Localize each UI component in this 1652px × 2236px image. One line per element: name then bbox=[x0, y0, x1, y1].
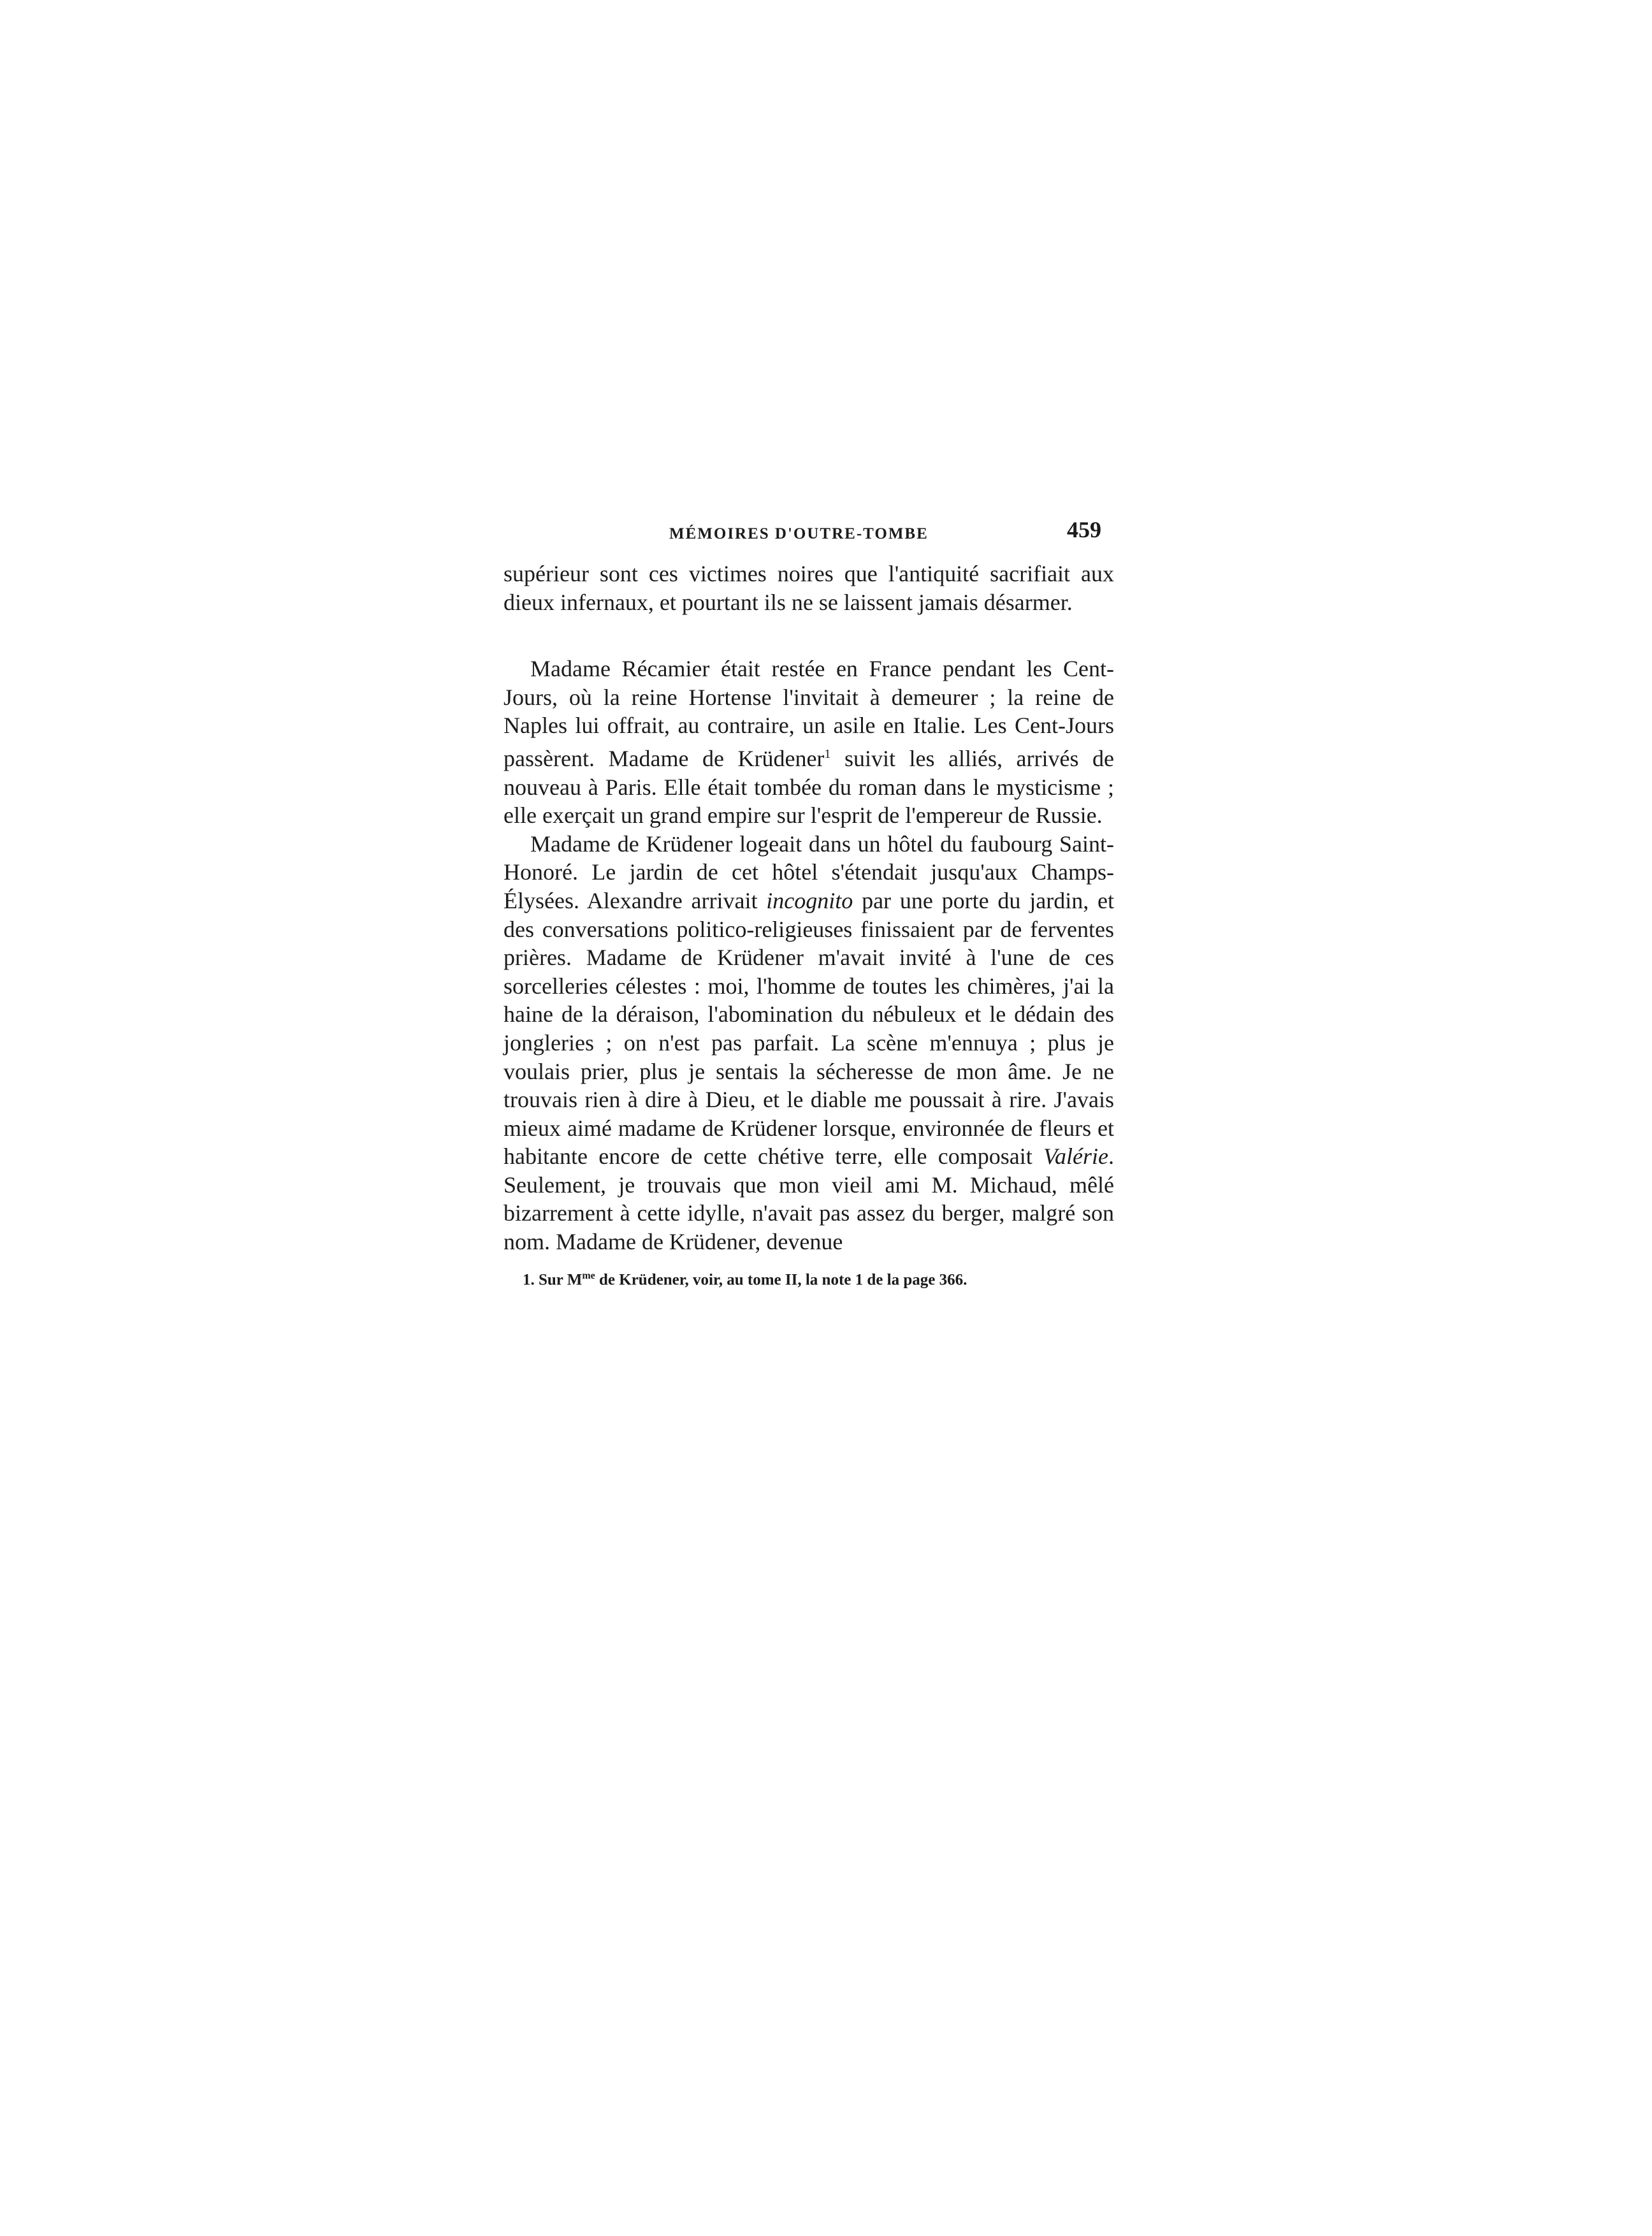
footnote-reference-marker: 1 bbox=[824, 746, 831, 761]
footnote-text-start: Sur M bbox=[534, 1270, 583, 1288]
paragraph-2-text-end: suivit les alliés, arrivés de nouveau à Paris. Elle était tombée du roman dans le mysticisme ; elle exerçait un grand empire sur l'esprit de l'empereur de Russie. bbox=[504, 745, 1114, 829]
running-head bbox=[504, 516, 1114, 548]
body-paragraph-3 bbox=[504, 830, 1114, 1256]
paragraph-3-text-end: . Seulement, je trouvais que mon vieil ami M. Michaud, mêlé bizarrement à cette idylle, n'avait pas assez du berger, malgré son nom. Madame de Krüdener, devenue bbox=[504, 1143, 1114, 1255]
footnote-text-end: de Krüdener, voir, au tome II, la note 1 de la page 366. bbox=[595, 1270, 967, 1288]
body-paragraph-1: supérieur sont ces victimes noires que l'antiquité sacrifiait aux dieux infernaux, et pourtant ils ne se laissent jamais désarmer. bbox=[504, 561, 1114, 615]
footnote-superscript: me bbox=[582, 1270, 595, 1281]
paragraph-3-text-middle: par une porte du jardin, et des conversations politico-religieuses finissaient par de ferventes prières. Madame de Krüdener m'avait invité à l'une de ces sorcelleries célestes : moi, l'homme de toutes les chimères, j'ai la haine de la déraison, l'abomination du nébuleux et le dédain des jongleries ; on n'est pas parfait. La scène m'ennuya ; plus je voulais prier, plus je sentais la sécheresse de mon âme. Je ne trouvais rien à dire à Dieu, et le diable me poussait à rire. J'avais mieux aimé madame de Krüdener lorsque, environnée de fleurs et habitante encore de cette chétive terre, elle composait bbox=[504, 887, 1114, 1170]
running-title: MÉMOIRES D'OUTRE-TOMBE bbox=[669, 525, 929, 542]
footnote-number: 1. bbox=[523, 1270, 535, 1288]
page-text-block bbox=[504, 516, 1114, 1307]
paragraph-3-text-start: Madame de Krüdener logeait dans un hôtel du faubourg Saint-Honoré. Le jardin de cet hôtel s'étendait jusqu'aux Champs-Élysées. Alexandre arrivait bbox=[504, 831, 1114, 913]
body-paragraph-2 bbox=[504, 655, 1114, 830]
page-number: 459 bbox=[1067, 517, 1101, 542]
italic-word-incognito: incognito bbox=[766, 887, 853, 913]
italic-title-valerie: Valérie bbox=[1043, 1143, 1108, 1170]
paragraph-2-text-start: Madame Récamier était restée en France pendant les Cent-Jours, où la reine Hortense l'invitait à demeurer ; la reine de Naples lui offrait, au contraire, un asile en Italie. Les Cent-Jours passèrent. Madame de Krüdener bbox=[504, 656, 1114, 771]
footnote bbox=[504, 1265, 1114, 1291]
